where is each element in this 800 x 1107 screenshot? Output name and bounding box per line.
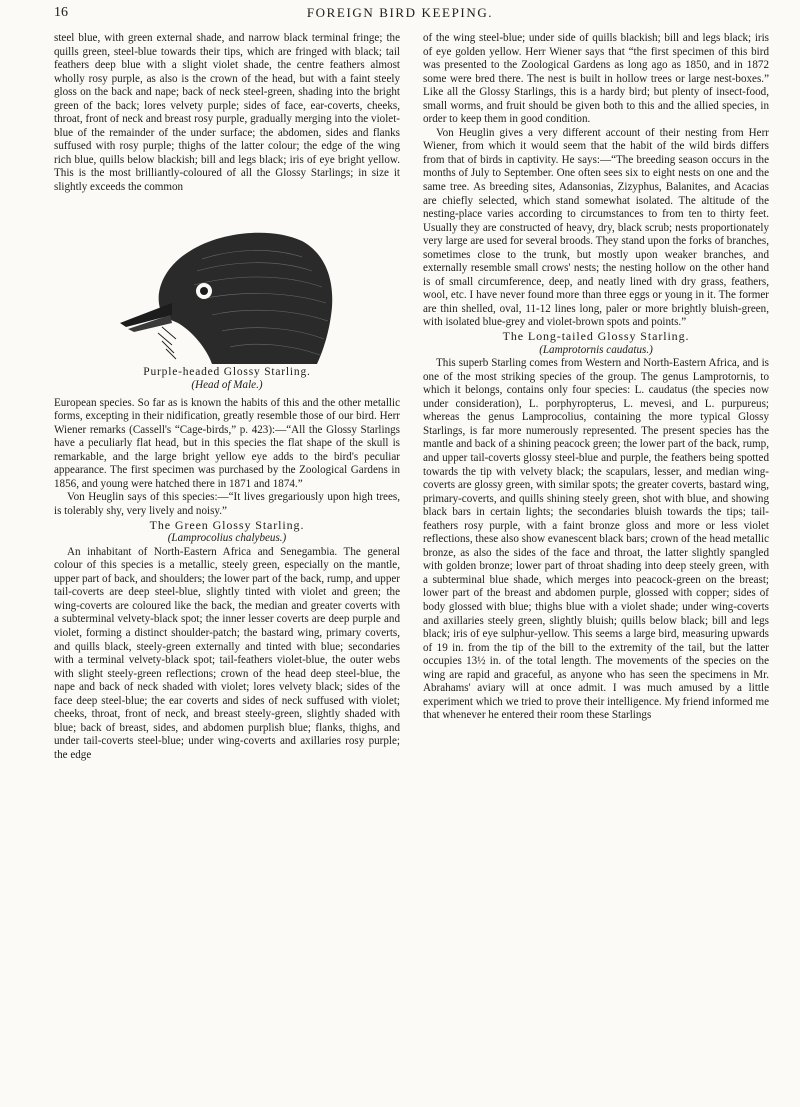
section-heading: The Long-tailed Glossy Starling. — [502, 329, 690, 344]
paragraph: This superb Starling comes from Western and North-Eastern Africa, and is one of the most striking species of the group. The genus Lamprotornis, to which it belongs, contains only four species: L. caudatus (the species now under consideration), L. porphyropterus, L. mevesi, and L. purpureus; whereas the genus Lamprocolius, containing the more typical Glossy Starlings, is far more numerously represented. The present species has the mantle and back of a shining peacock green; the lower part of the back, rump, and upper tail-coverts glossy steel-blue and purple, the feathers being spotted towards the tip with velvety black; the scapulars, lesser, and median wing-coverts are glossy green, with similar spots; the greater coverts, bastard wing, primary-coverts, and quills shining steely green, shot with blue, and showing black bars in certain lights; the secondaries bluish towards the tips; tail-feathers rosy purple, with a faint bronze gloss and more or less violet reflections, these also show evanescent black bars; crown of the head metallic bronze, as also the sides of the face and throat, the latter slightly spangled with golden bronze; lower part of throat shading into deep steely green, with a subterminal blue shade, which merges into peacock-green on the breast; lower part of the breast and abdomen purple, glossed with copper; sides of body glossed with blue; thighs blue with a violet shade; under wing-coverts and axillaries steely green, slightly bluish; quills below black; bill and legs black; iris of eye sulphur-yellow. This seems a large bird, measuring upwards of 19 in. from the tip of the bill to the extremity of the tail, but the latter occupies 13½ in. of the total length. The movements of the species on the wing are rapid and graceful, as anyone who has seen the specimens in Mr. Abrahams' aviary will at once admit. I was much amused by a little experiment which we tried to prove their intelligence. My friend informed me that whenever he entered their room these Starlings — [423, 357, 769, 722]
bird-head-illustration — [54, 199, 400, 393]
paragraph: of the wing steel-blue; under side of quills blackish; bill and legs black; iris of eye golden yellow. Herr Wiener says that “the first specimen of this bird was presented to the Zoological Gardens as long ago as 1850, and in 1872 some were bred there. The nest is built in hollow trees or large nest-boxes.” Like all the Glossy Starlings, this is a hardy bird; but plenty of insect-food, small worms, and fruit should be given both to this and the allied species, in order to keep them in good condition. — [423, 32, 769, 126]
section-subheading: (Lamprocolius chalybeus.) — [167, 532, 287, 545]
page-number: 16 — [54, 5, 68, 20]
paragraph: An inhabitant of North-Eastern Africa and Senegambia. The general colour of this species is a metallic, steely green, especially on the mantle, upper part of back, and shoulders; the lower part of the back, rump, and upper tail-coverts are deep steel-blue, slightly tinted with violet and green; the wing-coverts are coloured like the back, the median and greater coverts with a subterminal velvety-black spot; the inner lesser coverts are deep purple and violet, forming a distinct shoulder-patch; the bastard wing, primary coverts, and quills black, steely-green externally and tinted with blue; secondaries with a terminal velvety-black spot; tail-feathers violet-blue, the outer webs with slight steely-green reflections; crown of the head deep steel-blue, the nape and back of neck shaded with violet; lores velvety black; sides of the face deep steel-blue; the ear coverts and sides of neck suffused with violet; cheeks, throat, front of neck, and breast steely-green, slightly shaded with blue; back of breast, sides, and abdomen purplish blue; flanks, thighs, and under tail-coverts steel-blue; under wing-coverts and axillaries rosy purple; the edge — [54, 545, 400, 761]
figure-caption: Purple-headed Glossy Starling. — [143, 365, 311, 378]
page-header — [0, 0, 800, 32]
left-column — [54, 32, 400, 762]
section-subheading: (Lamprotornis caudatus.) — [539, 343, 653, 356]
paragraph: steel blue, with green external shade, and narrow black terminal fringe; the quills green, steel-blue towards their tips, which are fringed with black; tail feathers deep blue with a slight violet shade, the centre feathers almost wholly rosy purple, as also is the crown of the head, but with a faint steely gloss on the back and nape; back of neck steel-green, shading into the bright green of the back; lores velvety purple; sides of face, ear-coverts, cheeks, throat, front of neck and breast rosy purple, gradually merging into the violet-blue of the remainder of the under surface; the abdomen, sides and flanks suffused with rosy purple; thighs of the latter colour; the edge of the wing rich blue, quills below blackish; bill and legs black; iris of eye bright yellow. This is the most brilliantly-coloured of all the Glossy Starlings; in size it slightly exceeds the common — [54, 32, 400, 194]
figure-subcaption: (Head of Male.) — [191, 379, 263, 392]
right-column — [423, 32, 769, 723]
paragraph: Von Heuglin gives a very different account of their nesting from Herr Wiener, from which it would seem that the habit of the wild birds differs from that of birds in captivity. He says:—“The breeding season occurs in the months of July to September. One often sees six to eight nests on one and the same tree. As breeding sites, Adansonias, Zizyphus, Balanites, and Acacias are chiefly selected, which stand somewhat isolated. The altitude of the nesting-place varies according to circumstances to from ten to thirty feet. Usually they are constructed of heavy, dry, black scrub; nests proportionately very large are used for several broods. They stand upon the forks of branches, sometimes close to the trunk, but mostly upon weaker branches, and externally resemble small crows' nests; the nesting hollow on the other hand is of small circumference, deep, and neatly lined with dry grass, feathers, wool, etc. I have never found more than three eggs or young in it. The former are thin shelled, oval, 11-12 lines long, paler or more brightly bluish-green, with isolated blue-grey and violet-brown spots and points.” — [423, 126, 769, 329]
paragraph: European species. So far as is known the habits of this and the other metallic forms, excepting in their nidification, greatly resemble those of our bird. Herr Wiener remarks (Cassell's “Cage-birds,” p. 423):—“All the Glossy Starlings have a peculiarly flat head, but in this species the flat shape of the skull is remarkable, and the large bright yellow eye adds to the bird's peculiar appearance. The first specimen was purchased by the Zoological Gardens in 1856, and young were hatched there in 1871 and 1874.” — [54, 396, 400, 490]
starling-head-engraving — [112, 199, 342, 364]
paragraph: Von Heuglin says of this species:—“It lives gregariously upon high trees, is tolerably shy, very lively and noisy.” — [54, 491, 400, 518]
running-title: FOREIGN BIRD KEEPING. — [306, 5, 494, 20]
section-heading: The Green Glossy Starling. — [149, 517, 305, 532]
